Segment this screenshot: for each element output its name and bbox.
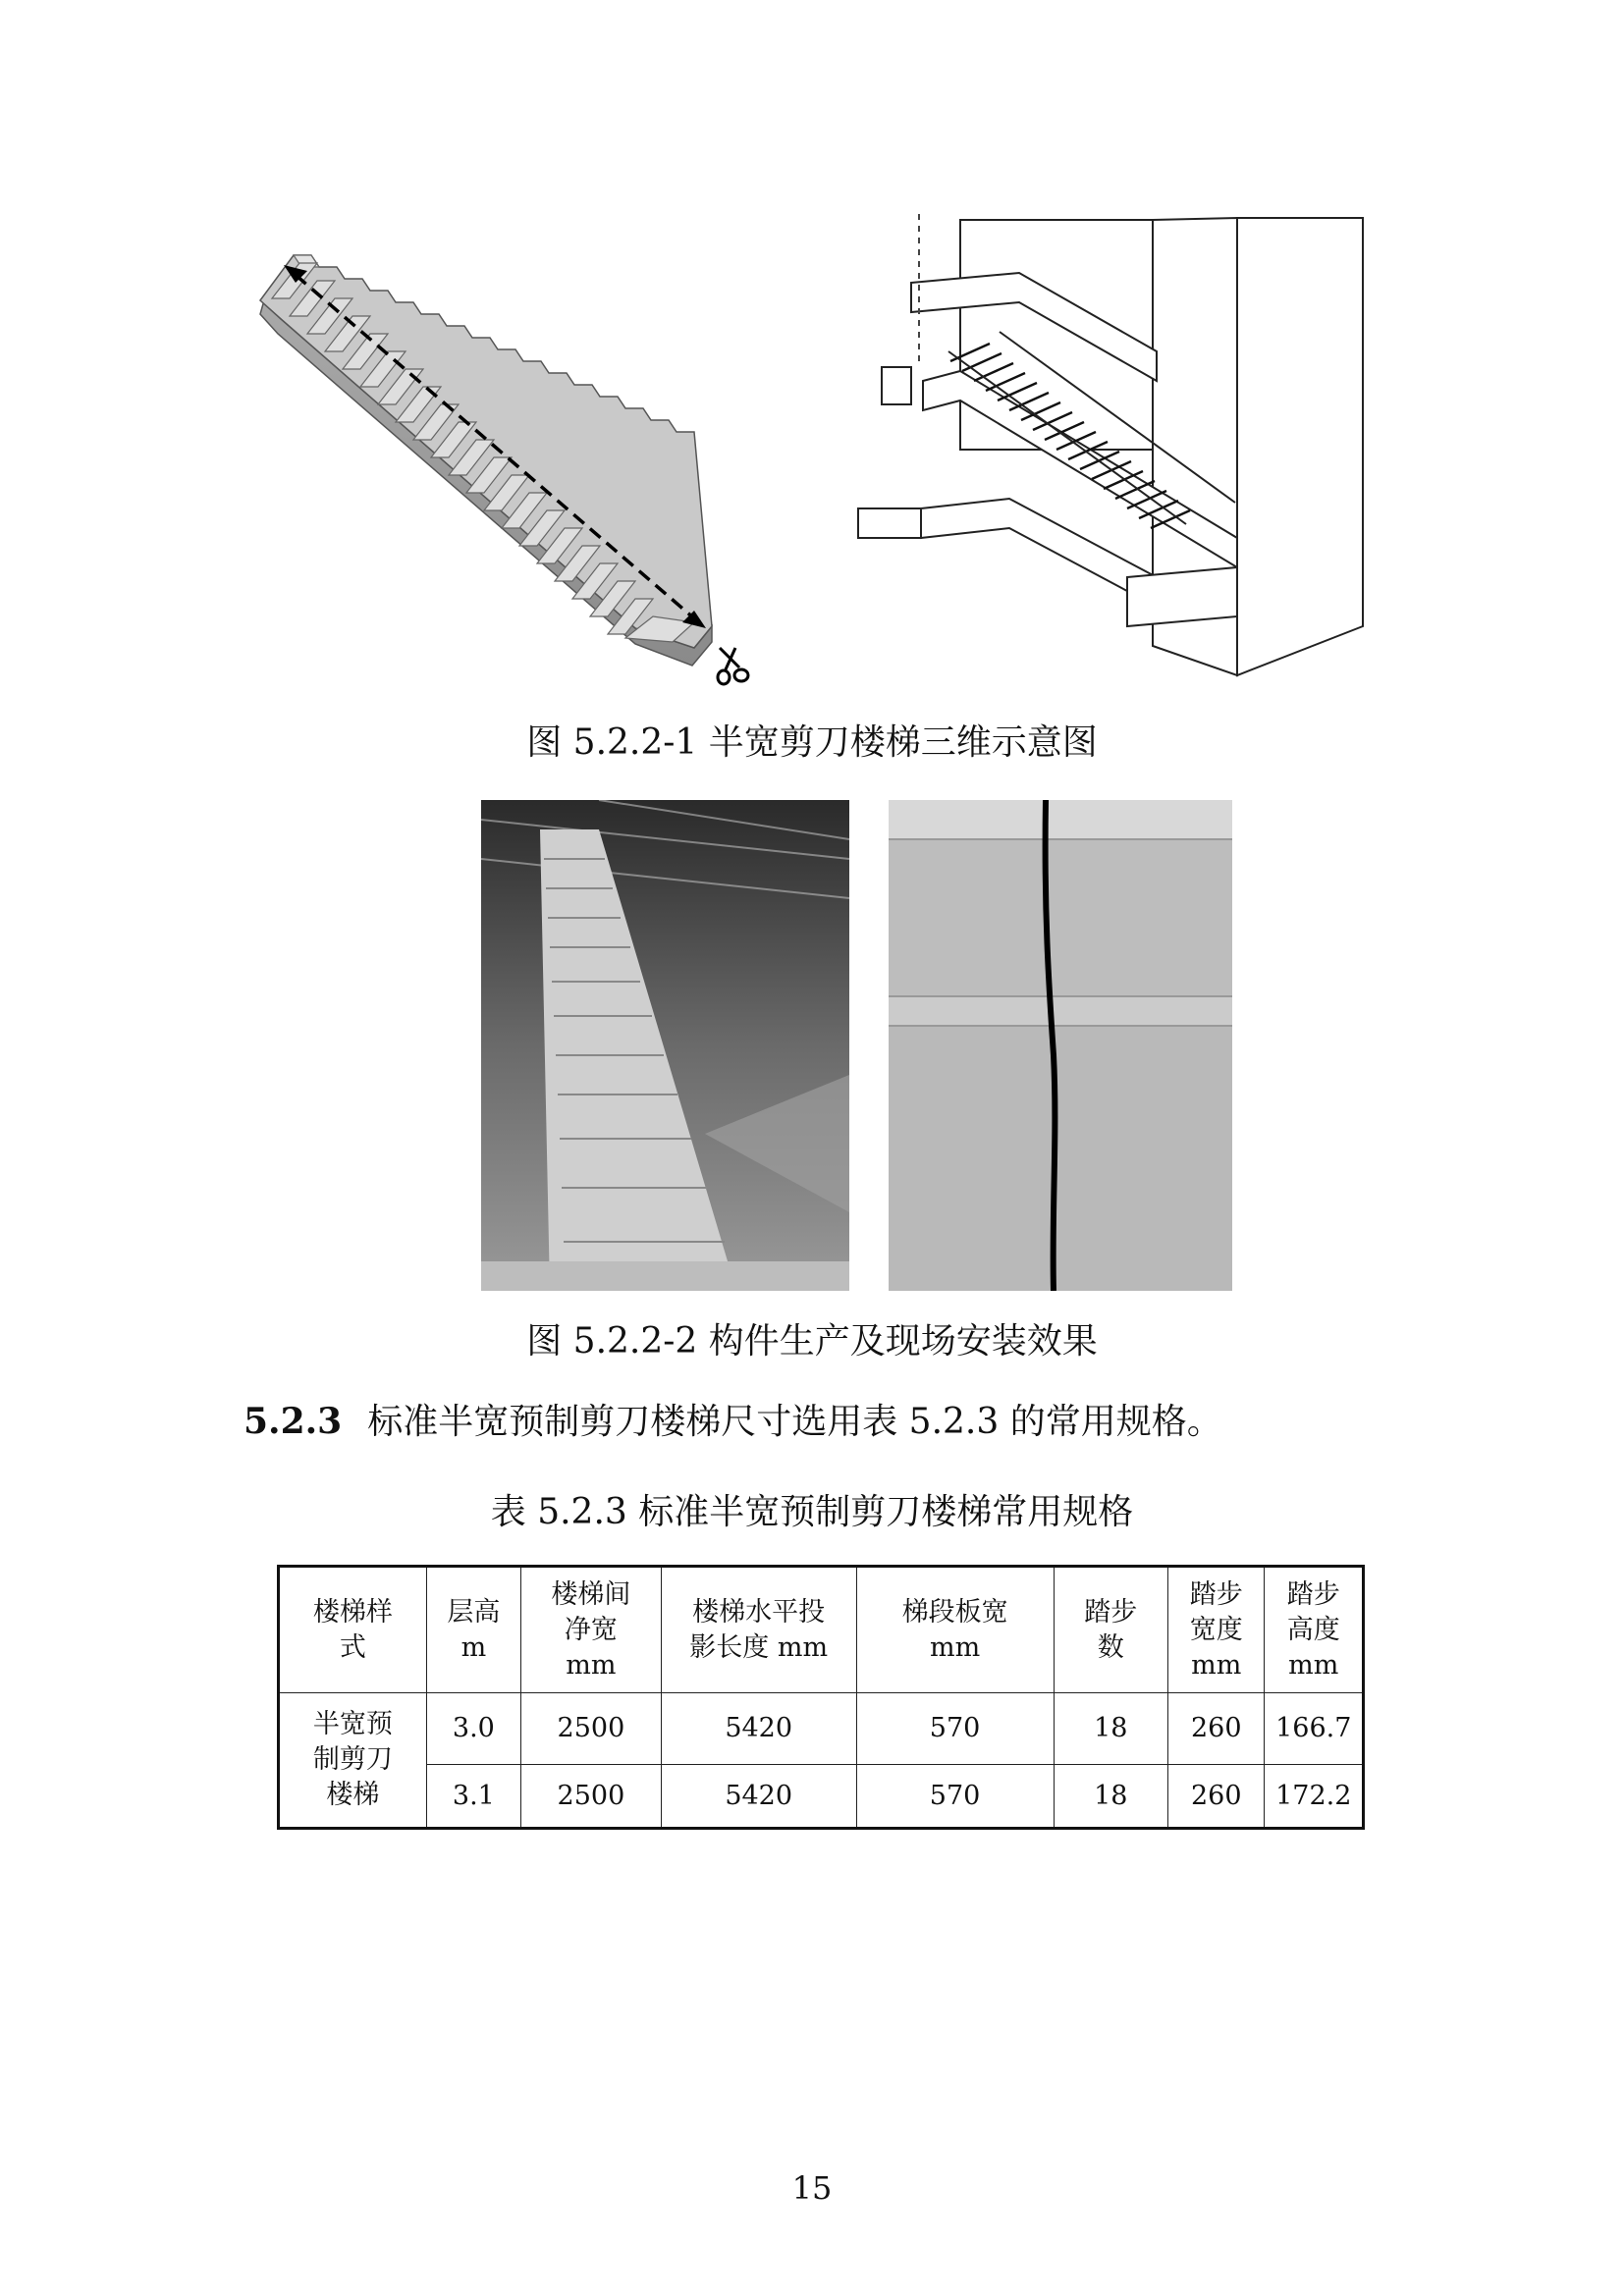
- table-cell: 5420: [661, 1693, 856, 1765]
- table-cell: 2500: [521, 1693, 662, 1765]
- header-line: 梯段板宽: [901, 1596, 1008, 1628]
- header-line: 净宽: [564, 1614, 618, 1645]
- type-cell: [279, 1693, 427, 1829]
- table-row: [279, 1693, 1364, 1765]
- header-cell: [1168, 1567, 1265, 1693]
- table-cell: 172.2: [1265, 1765, 1364, 1829]
- table-title: 表 5.2.3 标准半宽预制剪刀楼梯常用规格: [490, 1492, 1134, 1532]
- figure-2-caption: 图 5.2.2-2 构件生产及现场安装效果: [526, 1321, 1098, 1362]
- type-line: 制剪刀: [312, 1744, 393, 1776]
- section-5-2-3: [244, 1394, 1222, 1444]
- table-cell: 18: [1054, 1765, 1168, 1829]
- joint-closeup-photo: [889, 800, 1232, 1291]
- table-cell: 18: [1054, 1693, 1168, 1765]
- header-line: 楼梯间: [551, 1578, 631, 1610]
- header-line: 楼梯水平投: [692, 1596, 826, 1628]
- page-number: 15: [791, 2169, 833, 2207]
- table-row: [279, 1765, 1364, 1829]
- section-text: 标准半宽预制剪刀楼梯尺寸选用表 5.2.3 的常用规格。: [367, 1402, 1222, 1442]
- header-cell: [856, 1567, 1054, 1693]
- table-cell: 260: [1168, 1765, 1265, 1829]
- table-cell: 3.0: [426, 1693, 520, 1765]
- header-line: m: [460, 1631, 487, 1663]
- table-cell: 5420: [661, 1765, 856, 1829]
- table-header-row: [279, 1567, 1364, 1693]
- section-number: 5.2.3: [244, 1401, 343, 1442]
- table-cell: 570: [856, 1693, 1054, 1765]
- stair-flight-diagram: [250, 236, 781, 697]
- spec-table: [277, 1565, 1365, 1830]
- header-line: mm: [566, 1649, 617, 1681]
- header-line: mm: [1191, 1649, 1242, 1681]
- header-line: mm: [1288, 1649, 1339, 1681]
- header-line: 踏步: [1286, 1578, 1340, 1610]
- header-line: mm: [929, 1631, 981, 1663]
- type-line: 楼梯: [326, 1780, 380, 1811]
- stairwell-diagram: [833, 214, 1382, 685]
- header-line: 踏步: [1189, 1578, 1243, 1610]
- header-line: 宽度: [1189, 1614, 1243, 1645]
- scissors-icon: [718, 648, 748, 684]
- header-cell: [661, 1567, 856, 1693]
- table-cell: 3.1: [426, 1765, 520, 1829]
- type-line: 半宽预: [312, 1709, 393, 1740]
- figure-1-caption: 图 5.2.2-1 半宽剪刀楼梯三维示意图: [526, 722, 1098, 763]
- factory-photo: [481, 800, 849, 1291]
- header-cell: [426, 1567, 520, 1693]
- table-cell: 570: [856, 1765, 1054, 1829]
- header-cell: [521, 1567, 662, 1693]
- header-cell: [279, 1567, 427, 1693]
- header-cell: [1054, 1567, 1168, 1693]
- header-line: 层高: [447, 1596, 501, 1628]
- table-cell: 166.7: [1265, 1693, 1364, 1765]
- header-line: 数: [1097, 1631, 1124, 1663]
- header-line: 高度: [1286, 1614, 1340, 1645]
- table-cell: 260: [1168, 1693, 1265, 1765]
- header-line: 式: [339, 1631, 366, 1663]
- header-line: 影长度 mm: [689, 1631, 829, 1663]
- header-line: 踏步: [1084, 1596, 1138, 1628]
- header-line: 楼梯样: [312, 1596, 393, 1628]
- table-cell: 2500: [521, 1765, 662, 1829]
- header-cell: [1265, 1567, 1364, 1693]
